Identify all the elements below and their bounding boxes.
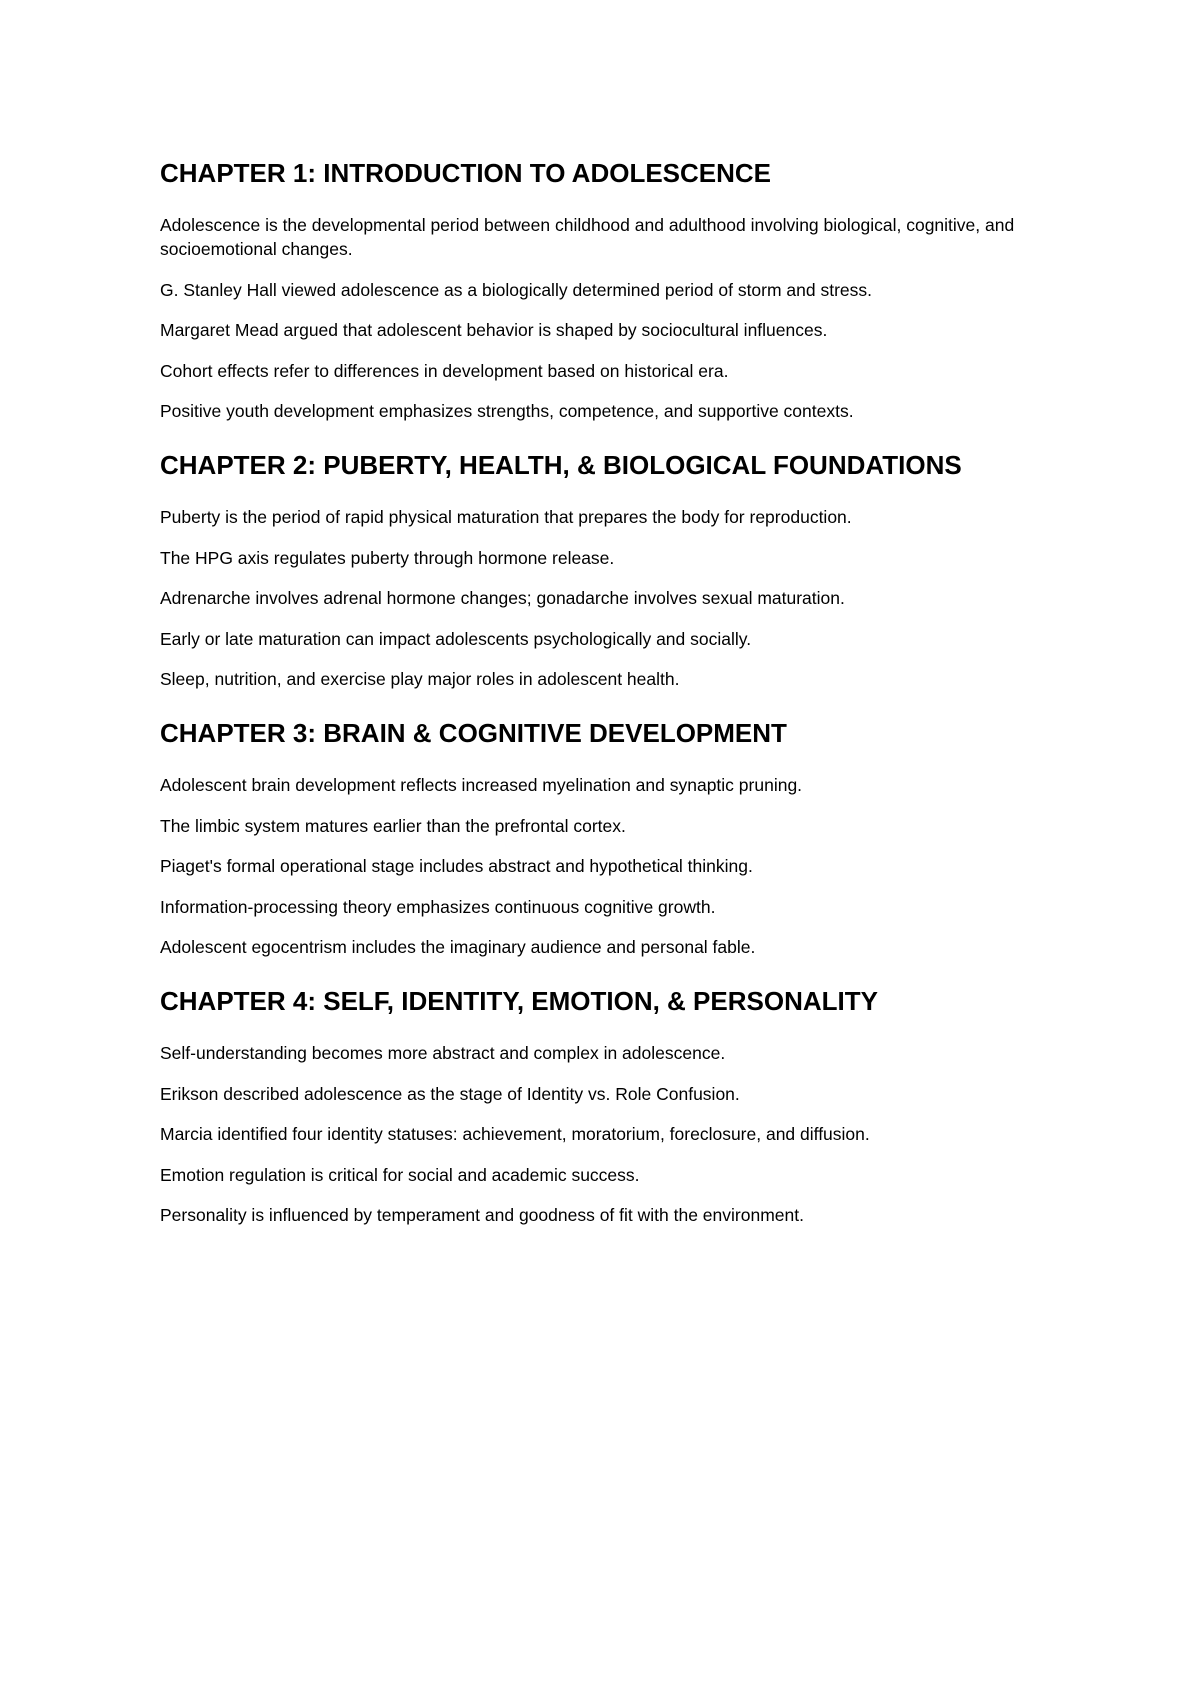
paragraph: Emotion regulation is critical for social and academic success.	[160, 1164, 640, 1185]
chapter-title: CHAPTER 2: PUBERTY, HEALTH, & BIOLOGICAL FOUNDATIONS	[160, 450, 962, 480]
paragraph: Adolescent egocentrism includes the imaginary audience and personal fable.	[160, 937, 756, 957]
paragraph: The HPG axis regulates puberty through hormone release.	[160, 547, 615, 568]
paragraph: Puberty is the period of rapid physical maturation that prepares the body for reproduction.	[160, 507, 852, 527]
paragraph: Erikson described adolescence as the stage of Identity vs. Role Confusion.	[160, 1083, 740, 1104]
chapter-3	[160, 717, 1060, 959]
paragraph: Self-understanding becomes more abstract and complex in adolescence.	[160, 1043, 726, 1063]
chapter-title: CHAPTER 1: INTRODUCTION TO ADOLESCENCE	[160, 158, 772, 188]
paragraph: Adolescence is the developmental period between childhood and adulthood involving biological, cognitive, and socioemotional changes.	[160, 215, 1015, 259]
chapter-title: CHAPTER 4: SELF, IDENTITY, EMOTION, & PERSONALITY	[160, 986, 878, 1016]
chapter-title: CHAPTER 3: BRAIN & COGNITIVE DEVELOPMENT	[160, 718, 787, 748]
paragraph: Adolescent brain development reflects increased myelination and synaptic pruning.	[160, 775, 803, 795]
paragraph: Piaget's formal operational stage includes abstract and hypothetical thinking.	[160, 856, 753, 876]
paragraph: Margaret Mead argued that adolescent behavior is shaped by sociocultural influences.	[160, 320, 828, 340]
chapter-1	[160, 157, 1060, 423]
paragraph: Marcia identified four identity statuses: achievement, moratorium, foreclosure, and diffusion.	[160, 1124, 870, 1144]
paragraph: Cohort effects refer to differences in development based on historical era.	[160, 360, 729, 381]
chapter-2	[160, 449, 1060, 691]
paragraph: The limbic system matures earlier than the prefrontal cortex.	[160, 815, 626, 836]
paragraph: Adrenarche involves adrenal hormone changes; gonadarche involves sexual maturation.	[160, 588, 845, 608]
chapter-4	[160, 985, 1060, 1227]
paragraph: G. Stanley Hall viewed adolescence as a biologically determined period of storm and stress.	[160, 279, 873, 300]
document-page	[160, 157, 1060, 1253]
paragraph: Early or late maturation can impact adolescents psychologically and socially.	[160, 628, 752, 649]
paragraph: Positive youth development emphasizes strengths, competence, and supportive contexts.	[160, 401, 854, 421]
paragraph: Personality is influenced by temperament and goodness of fit with the environment.	[160, 1205, 804, 1225]
paragraph: Information-processing theory emphasizes continuous cognitive growth.	[160, 896, 716, 917]
paragraph: Sleep, nutrition, and exercise play major roles in adolescent health.	[160, 669, 680, 689]
